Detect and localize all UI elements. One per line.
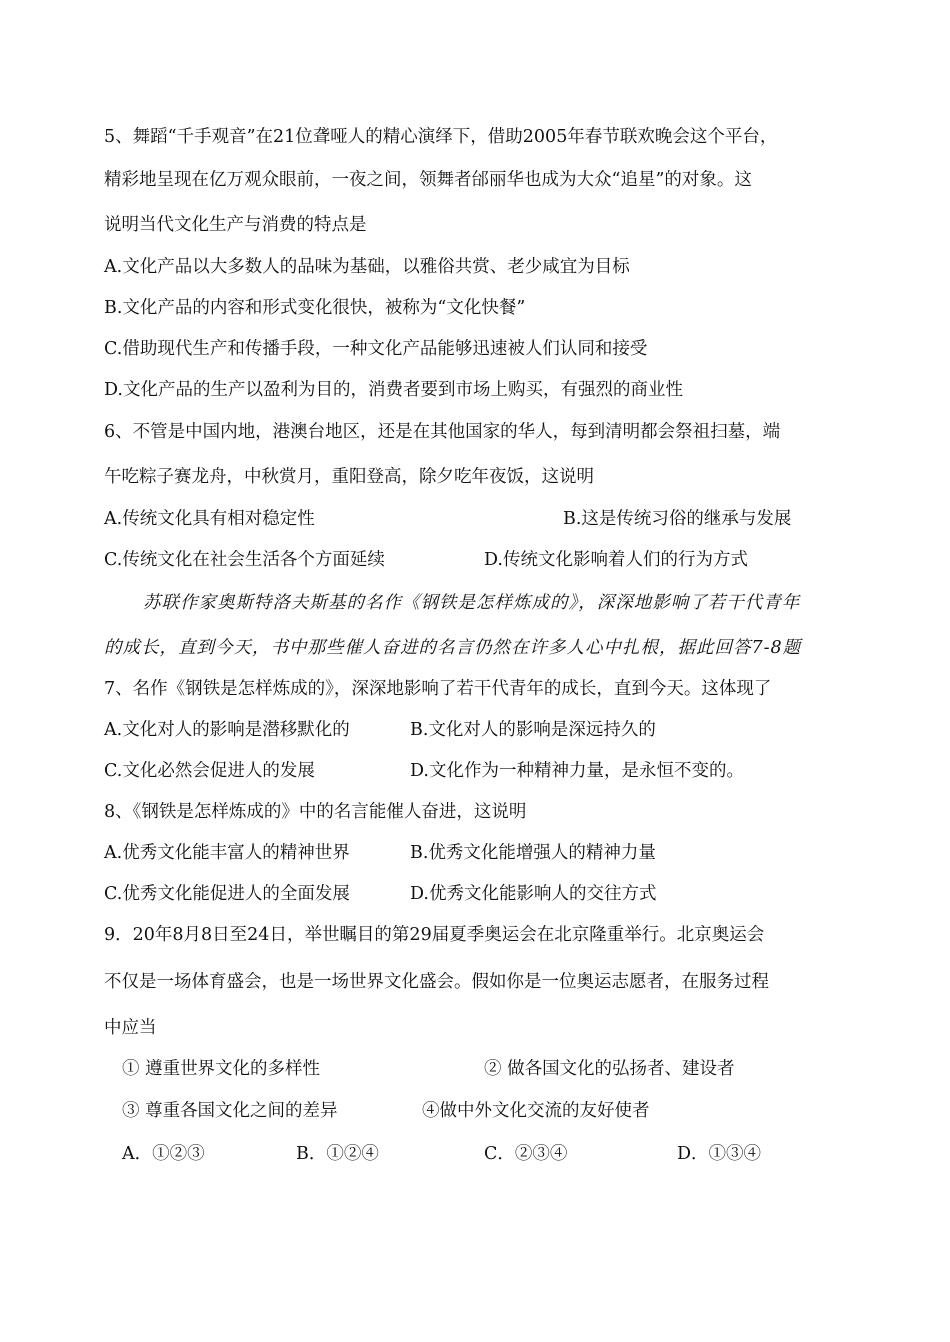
q8-option-a: A.优秀文化能丰富人的精神世界 bbox=[104, 843, 350, 863]
q9-answer-a: A．①②③ bbox=[122, 1144, 205, 1164]
q8-stem: 8、《钢铁是怎样炼成的》中的名言能催人奋进，这说明 bbox=[104, 802, 527, 822]
q8-option-d: D.优秀文化能影响人的交往方式 bbox=[410, 884, 657, 904]
q8-option-b: B.优秀文化能增强人的精神力量 bbox=[410, 843, 656, 863]
q5-option-c: C.借助现代生产和传播手段，一种文化产品能够迅速被人们认同和接受 bbox=[104, 339, 648, 359]
q9-answer-b: B．①②④ bbox=[296, 1144, 379, 1164]
q7-option-d: D.文化作为一种精神力量，是永恒不变的。 bbox=[410, 761, 744, 781]
q5-option-d: D.文化产品的生产以盈利为目的，消费者要到市场上购买，有强烈的商业性 bbox=[104, 380, 683, 400]
q5-stem-line-2: 精彩地呈现在亿万观众眼前，一夜之间，领舞者邰丽华也成为大众“追星”的对象。这 bbox=[104, 170, 752, 190]
q5-option-a: A.文化产品以大多数人的品味为基础，以雅俗共赏、老少咸宜为目标 bbox=[104, 257, 630, 277]
q7-option-b: B.文化对人的影响是深远持久的 bbox=[410, 720, 656, 740]
q9-stem-line-2: 不仅是一场体育盛会，也是一场世界文化盛会。假如你是一位奥运志愿者，在服务过程 bbox=[104, 972, 769, 992]
q7-stem: 7、名作《钢铁是怎样炼成的》，深深地影响了若干代青年的成长，直到今天。这体现了 bbox=[104, 679, 772, 699]
q9-stem-line-3: 中应当 bbox=[104, 1018, 157, 1038]
q5-stem-line-3: 说明当代文化生产与消费的特点是 bbox=[104, 215, 367, 235]
q9-item-4: ④做中外文化交流的友好使者 bbox=[422, 1101, 650, 1121]
q9-item-1: ① 遵重世界文化的多样性 bbox=[122, 1059, 321, 1079]
q5-stem-line-1: 5、舞蹈“千手观音”在21位聋哑人的精心演绎下，借助2005年春节联欢晚会这个平台， bbox=[104, 127, 778, 147]
q6-option-b: B.这是传统习俗的继承与发展 bbox=[563, 509, 792, 529]
q9-answer-c: C．②③④ bbox=[484, 1144, 568, 1164]
passage-line-2: 的成长，直到今天，书中那些催人奋进的名言仍然在许多人心中扎根，据此回答7-8题 bbox=[104, 638, 802, 658]
q9-item-2: ② 做各国文化的弘扬者、建设者 bbox=[484, 1059, 735, 1079]
q6-option-a: A.传统文化具有相对稳定性 bbox=[104, 509, 315, 529]
q9-item-3: ③ 尊重各国文化之间的差异 bbox=[122, 1101, 338, 1121]
q6-option-c: C.传统文化在社会生活各个方面延续 bbox=[104, 550, 385, 570]
q7-option-c: C.文化必然会促进人的发展 bbox=[104, 761, 315, 781]
q6-option-d: D.传统文化影响着人们的行为方式 bbox=[484, 550, 748, 570]
q6-stem-line-1: 6、不管是中国内地，港澳台地区，还是在其他国家的华人，每到清明都会祭祖扫墓，端 bbox=[104, 422, 781, 442]
q8-option-c: C.优秀文化能促进人的全面发展 bbox=[104, 884, 350, 904]
q9-answer-d: D．①③④ bbox=[677, 1144, 762, 1164]
q9-stem-line-1: 9．20年8月8日至24日，举世瞩目的第29届夏季奥运会在北京隆重举行。北京奥运会 bbox=[104, 925, 765, 945]
passage-line-1: 苏联作家奥斯特洛夫斯基的名作《钢铁是怎样炼成的》，深深地影响了若干代青年 bbox=[143, 593, 801, 613]
q7-option-a: A.文化对人的影响是潜移默化的 bbox=[104, 720, 350, 740]
q5-option-b: B.文化产品的内容和形式变化很快，被称为“文化快餐” bbox=[104, 298, 526, 318]
q6-stem-line-2: 午吃粽子赛龙舟，中秋赏月，重阳登高，除夕吃年夜饭，这说明 bbox=[104, 467, 594, 487]
